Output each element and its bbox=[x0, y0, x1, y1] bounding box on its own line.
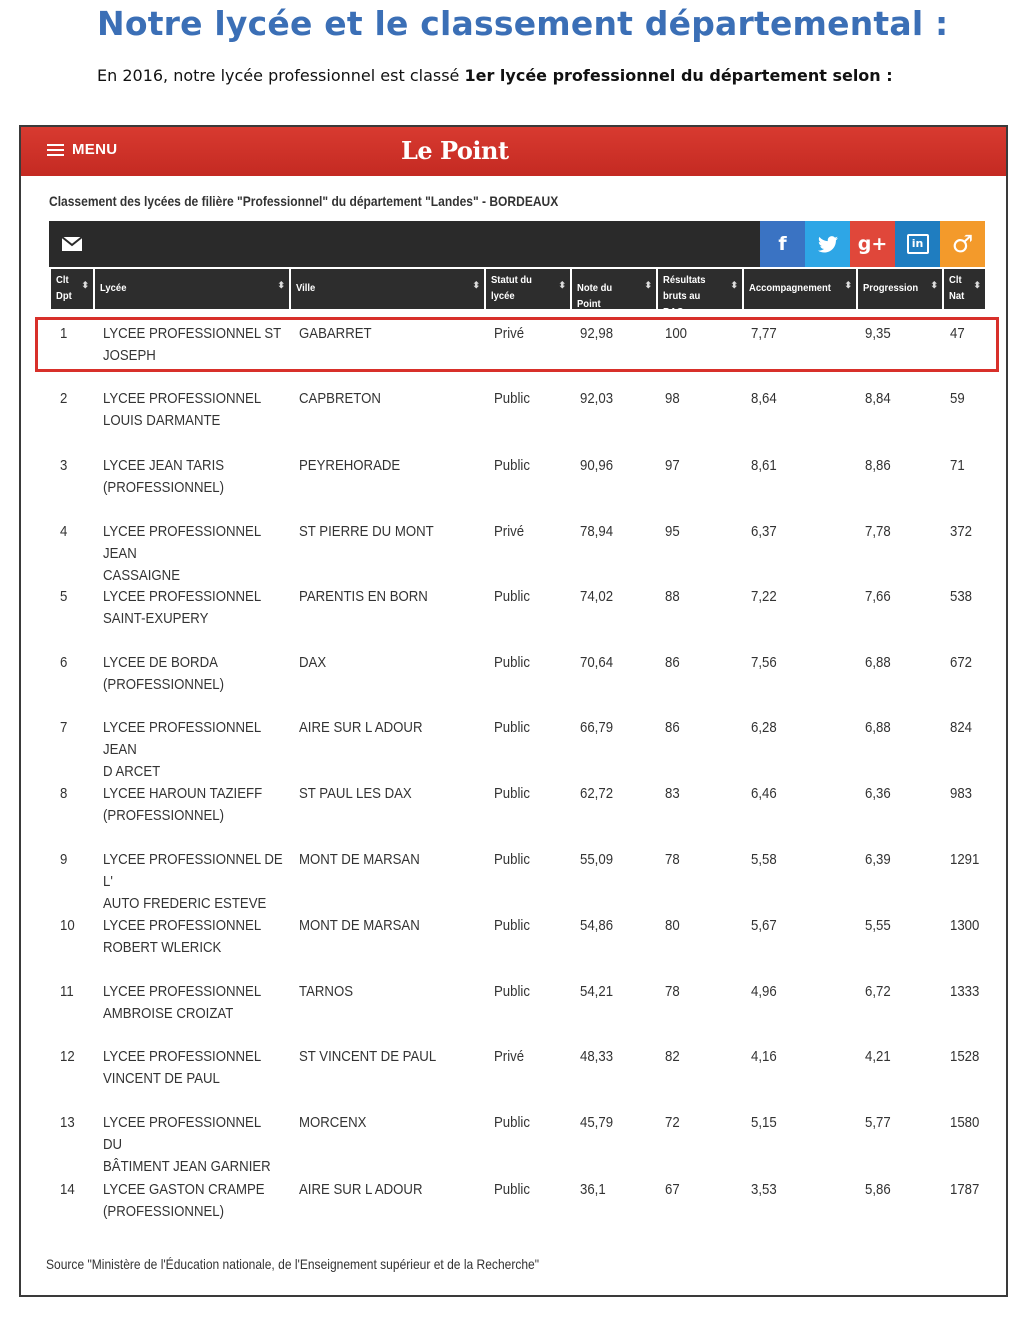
accompagnement-cell: 4,96 bbox=[751, 983, 777, 1000]
table-row[interactable] bbox=[51, 717, 985, 780]
facebook-icon: f bbox=[778, 233, 787, 255]
table-row[interactable] bbox=[51, 521, 985, 584]
ville-cell: MONT DE MARSAN bbox=[299, 851, 420, 868]
sort-icon: ⬍ bbox=[730, 280, 738, 290]
accompagnement-cell: 6,46 bbox=[751, 785, 777, 802]
statut-cell: Public bbox=[494, 719, 530, 736]
accompagnement-cell: 3,53 bbox=[751, 1181, 777, 1198]
clt-nat-cell: 1333 bbox=[950, 983, 980, 1000]
lycee-name-line1: LYCEE PROFESSIONNEL JEAN bbox=[103, 523, 261, 562]
lycee-name-line2: (PROFESSIONNEL) bbox=[103, 807, 225, 824]
progression-cell: 5,86 bbox=[865, 1181, 891, 1198]
progression-cell: 8,86 bbox=[865, 457, 891, 474]
lycee-name-line2: BÂTIMENT JEAN GARNIER bbox=[103, 1158, 271, 1175]
statut-cell: Public bbox=[494, 785, 530, 802]
lycee-name-line1: LYCEE PROFESSIONNEL bbox=[103, 917, 262, 934]
table-header bbox=[51, 269, 985, 318]
lycee-cell bbox=[103, 1046, 283, 1090]
clt-nat-cell: 372 bbox=[950, 523, 973, 540]
statut-cell: Public bbox=[494, 1181, 530, 1198]
lycee-name-line2: VINCENT DE PAUL bbox=[103, 1070, 220, 1087]
statut-cell: Privé bbox=[494, 325, 525, 342]
linkedin-icon: in bbox=[907, 234, 929, 254]
lycee-cell bbox=[103, 1179, 283, 1223]
progression-cell: 5,77 bbox=[865, 1114, 891, 1131]
table-row[interactable] bbox=[51, 586, 985, 646]
rank-cell: 14 bbox=[60, 1181, 75, 1198]
rank-cell: 12 bbox=[60, 1048, 75, 1065]
accompagnement-cell: 6,37 bbox=[751, 523, 777, 540]
bac-cell: 78 bbox=[665, 983, 680, 1000]
lycee-name-line2: AUTO FREDERIC ESTEVE bbox=[103, 895, 267, 912]
lycee-name-line1: LYCEE PROFESSIONNEL ST bbox=[103, 325, 282, 342]
progression-cell: 6,88 bbox=[865, 719, 891, 736]
progression-cell: 6,88 bbox=[865, 654, 891, 671]
share-bar bbox=[49, 221, 985, 267]
intro-bold: 1er lycée professionnel du département selon : bbox=[464, 66, 893, 85]
rank-cell: 3 bbox=[60, 457, 68, 474]
lycee-name-line1: LYCEE GASTON CRAMPE bbox=[103, 1181, 265, 1198]
clt-nat-cell: 1787 bbox=[950, 1181, 980, 1198]
lycee-cell bbox=[103, 717, 283, 783]
table-row[interactable] bbox=[51, 783, 985, 843]
statut-cell: Privé bbox=[494, 523, 525, 540]
accompagnement-cell: 7,22 bbox=[751, 588, 777, 605]
google-plus-share-button[interactable] bbox=[850, 221, 895, 267]
note-cell: 92,03 bbox=[580, 390, 614, 407]
col-header-clt-nat[interactable]: Clt Nat ⬍ bbox=[944, 269, 985, 309]
clt-nat-cell: 1528 bbox=[950, 1048, 980, 1065]
rank-cell: 2 bbox=[60, 390, 68, 407]
accompagnement-cell: 5,67 bbox=[751, 917, 777, 934]
lycee-name-line2: AMBROISE CROIZAT bbox=[103, 1005, 234, 1022]
statut-cell: Public bbox=[494, 457, 530, 474]
table-row[interactable] bbox=[51, 849, 985, 912]
statut-cell: Public bbox=[494, 588, 530, 605]
ville-cell: MORCENX bbox=[299, 1114, 367, 1131]
source-note: Source "Ministère de l'Éducation nationale, de l'Enseignement supérieur et de la Recherche" bbox=[46, 1256, 540, 1272]
note-cell: 55,09 bbox=[580, 851, 614, 868]
lycee-name-line1: LYCEE PROFESSIONNEL DE L' bbox=[103, 851, 283, 890]
bac-cell: 80 bbox=[665, 917, 680, 934]
accompagnement-cell: 5,15 bbox=[751, 1114, 777, 1131]
note-cell: 92,98 bbox=[580, 325, 614, 342]
share-buttons bbox=[760, 221, 985, 267]
statut-cell: Privé bbox=[494, 1048, 525, 1065]
note-cell: 90,96 bbox=[580, 457, 614, 474]
progression-cell: 9,35 bbox=[865, 325, 891, 342]
lycee-name-line1: LYCEE PROFESSIONNEL bbox=[103, 1048, 262, 1065]
progression-cell: 4,21 bbox=[865, 1048, 891, 1065]
lycee-name-line1: LYCEE JEAN TARIS bbox=[103, 457, 225, 474]
note-cell: 54,86 bbox=[580, 917, 614, 934]
note-cell: 54,21 bbox=[580, 983, 614, 1000]
note-cell: 66,79 bbox=[580, 719, 614, 736]
lycee-cell bbox=[103, 323, 283, 367]
table-row[interactable] bbox=[51, 388, 985, 448]
rank-cell: 7 bbox=[60, 719, 68, 736]
rank-cell: 1 bbox=[60, 325, 68, 342]
ville-cell: ST VINCENT DE PAUL bbox=[299, 1048, 437, 1065]
sort-icon: ⬍ bbox=[973, 280, 981, 290]
lycee-name-line1: LYCEE PROFESSIONNEL DU bbox=[103, 1114, 261, 1153]
lycee-name-line2: CASSAIGNE bbox=[103, 567, 181, 584]
accompagnement-cell: 8,64 bbox=[751, 390, 777, 407]
col-header-statut[interactable]: Statut du lycée ⬍ bbox=[486, 269, 570, 309]
lycee-cell bbox=[103, 783, 283, 827]
twitter-icon bbox=[818, 236, 838, 253]
accompagnement-cell: 4,16 bbox=[751, 1048, 777, 1065]
accompagnement-cell: 6,28 bbox=[751, 719, 777, 736]
bac-cell: 78 bbox=[665, 851, 680, 868]
google-plus-icon: g+ bbox=[857, 233, 888, 255]
clt-nat-cell: 1291 bbox=[950, 851, 980, 868]
lycee-name-line2: LOUIS DARMANTE bbox=[103, 412, 221, 429]
bac-cell: 100 bbox=[665, 325, 688, 342]
menu-label: MENU bbox=[72, 141, 118, 158]
bac-cell: 82 bbox=[665, 1048, 680, 1065]
site-header bbox=[21, 127, 1006, 176]
rank-cell: 13 bbox=[60, 1114, 75, 1131]
note-cell: 45,79 bbox=[580, 1114, 614, 1131]
note-cell: 36,1 bbox=[580, 1181, 606, 1198]
bac-cell: 97 bbox=[665, 457, 680, 474]
article-frame bbox=[19, 125, 1008, 1297]
statut-cell: Public bbox=[494, 1114, 530, 1131]
progression-cell: 7,66 bbox=[865, 588, 891, 605]
rank-cell: 6 bbox=[60, 654, 68, 671]
lycee-cell bbox=[103, 586, 283, 630]
lycee-name-line1: LYCEE PROFESSIONNEL bbox=[103, 390, 262, 407]
rank-cell: 11 bbox=[60, 983, 74, 1000]
col-header-clt-dpt[interactable]: Clt Dpt ⬍ bbox=[51, 269, 93, 309]
table-row[interactable] bbox=[51, 323, 985, 383]
sort-icon: ⬍ bbox=[644, 280, 652, 290]
sort-icon: ⬍ bbox=[844, 280, 852, 290]
rank-cell: 8 bbox=[60, 785, 68, 802]
ville-cell: AIRE SUR L ADOUR bbox=[299, 719, 423, 736]
twitter-share-button[interactable] bbox=[805, 221, 850, 267]
lycee-cell bbox=[103, 652, 283, 696]
sort-icon: ⬍ bbox=[472, 280, 480, 290]
table-row[interactable] bbox=[51, 455, 985, 515]
lycee-cell bbox=[103, 1112, 283, 1178]
bac-cell: 83 bbox=[665, 785, 680, 802]
clt-nat-cell: 672 bbox=[950, 654, 973, 671]
statut-cell: Public bbox=[494, 654, 530, 671]
clt-nat-cell: 59 bbox=[950, 390, 965, 407]
lycee-cell bbox=[103, 981, 283, 1025]
clt-nat-cell: 538 bbox=[950, 588, 973, 605]
progression-cell: 8,84 bbox=[865, 390, 891, 407]
accompagnement-cell: 8,61 bbox=[751, 457, 777, 474]
clt-nat-cell: 824 bbox=[950, 719, 973, 736]
other-share-button[interactable] bbox=[940, 221, 985, 267]
lycee-name-line2: JOSEPH bbox=[103, 347, 156, 364]
note-cell: 74,02 bbox=[580, 588, 614, 605]
bac-cell: 67 bbox=[665, 1181, 680, 1198]
statut-cell: Public bbox=[494, 390, 530, 407]
table-row[interactable] bbox=[51, 1112, 985, 1175]
lycee-cell bbox=[103, 915, 283, 959]
bac-cell: 72 bbox=[665, 1114, 680, 1131]
lycee-name-line1: LYCEE PROFESSIONNEL bbox=[103, 983, 262, 1000]
lycee-name-line1: LYCEE PROFESSIONNEL JEAN bbox=[103, 719, 261, 758]
table-row[interactable] bbox=[51, 1179, 985, 1239]
sort-icon: ⬍ bbox=[81, 280, 89, 290]
clt-nat-cell: 1300 bbox=[950, 917, 980, 934]
table-row[interactable] bbox=[51, 981, 985, 1041]
table-row[interactable] bbox=[51, 1046, 985, 1106]
sort-icon: ⬍ bbox=[930, 280, 938, 290]
table-row[interactable] bbox=[51, 915, 985, 975]
ville-cell: DAX bbox=[299, 654, 327, 671]
ville-cell: AIRE SUR L ADOUR bbox=[299, 1181, 423, 1198]
progression-cell: 5,55 bbox=[865, 917, 891, 934]
ville-cell: TARNOS bbox=[299, 983, 354, 1000]
col-header-note[interactable]: Note du Point ⬍ bbox=[572, 269, 656, 309]
rank-cell: 4 bbox=[60, 523, 68, 540]
intro-prefix: En 2016, notre lycée professionnel est classé bbox=[97, 66, 465, 85]
col-header-resultats[interactable]: Résultats bruts au BAC ⬍ bbox=[658, 269, 742, 309]
site-logo[interactable]: Le Point bbox=[401, 136, 509, 165]
mail-icon[interactable] bbox=[61, 234, 83, 254]
hamburger-icon bbox=[47, 143, 64, 157]
bac-cell: 86 bbox=[665, 654, 680, 671]
clt-nat-cell: 71 bbox=[950, 457, 965, 474]
bac-cell: 95 bbox=[665, 523, 680, 540]
note-cell: 48,33 bbox=[580, 1048, 614, 1065]
ranking-subtitle: Classement des lycées de filière "Professionnel" du département "Landes" - BORDEAUX bbox=[49, 193, 559, 209]
sort-icon: ⬍ bbox=[277, 280, 285, 290]
statut-cell: Public bbox=[494, 917, 530, 934]
bac-cell: 86 bbox=[665, 719, 680, 736]
page-title: Notre lycée et le classement départemental : bbox=[97, 4, 949, 43]
ville-cell: PEYREHORADE bbox=[299, 457, 401, 474]
clt-nat-cell: 1580 bbox=[950, 1114, 980, 1131]
clt-nat-cell: 983 bbox=[950, 785, 973, 802]
col-header-accompagnement[interactable]: Accompagnement ⬍ bbox=[744, 269, 856, 309]
sort-icon: ⬍ bbox=[558, 280, 566, 290]
facebook-share-button[interactable] bbox=[760, 221, 805, 267]
ville-cell: PARENTIS EN BORN bbox=[299, 588, 428, 605]
col-header-ville[interactable]: Ville ⬍ bbox=[291, 269, 484, 309]
bac-cell: 88 bbox=[665, 588, 680, 605]
lycee-name-line2: D ARCET bbox=[103, 763, 161, 780]
ville-cell: GABARRET bbox=[299, 325, 372, 342]
col-header-lycee[interactable]: Lycée ⬍ bbox=[95, 269, 289, 309]
statut-cell: Public bbox=[494, 983, 530, 1000]
male-symbol-icon: ♂ bbox=[951, 230, 974, 258]
lycee-cell bbox=[103, 849, 283, 915]
statut-cell: Public bbox=[494, 851, 530, 868]
lycee-name-line2: (PROFESSIONNEL) bbox=[103, 676, 225, 693]
lycee-cell bbox=[103, 521, 283, 587]
progression-cell: 7,78 bbox=[865, 523, 891, 540]
col-header-progression[interactable]: Progression ⬍ bbox=[858, 269, 942, 309]
ville-cell: ST PAUL LES DAX bbox=[299, 785, 412, 802]
ville-cell: CAPBRETON bbox=[299, 390, 381, 407]
lycee-name-line1: LYCEE HAROUN TAZIEFF bbox=[103, 785, 263, 802]
accompagnement-cell: 5,58 bbox=[751, 851, 777, 868]
ville-cell: ST PIERRE DU MONT bbox=[299, 523, 434, 540]
lycee-name-line2: (PROFESSIONNEL) bbox=[103, 1203, 225, 1220]
progression-cell: 6,36 bbox=[865, 785, 891, 802]
intro-text bbox=[97, 66, 893, 85]
accompagnement-cell: 7,56 bbox=[751, 654, 777, 671]
lycee-name-line2: SAINT-EXUPERY bbox=[103, 610, 209, 627]
progression-cell: 6,72 bbox=[865, 983, 891, 1000]
table-row[interactable] bbox=[51, 652, 985, 712]
lycee-cell bbox=[103, 455, 283, 499]
clt-nat-cell: 47 bbox=[950, 325, 965, 342]
note-cell: 62,72 bbox=[580, 785, 614, 802]
lycee-name-line1: LYCEE PROFESSIONNEL bbox=[103, 588, 262, 605]
progression-cell: 6,39 bbox=[865, 851, 891, 868]
note-cell: 70,64 bbox=[580, 654, 614, 671]
lycee-name-line2: (PROFESSIONNEL) bbox=[103, 479, 225, 496]
rank-cell: 9 bbox=[60, 851, 68, 868]
menu-button[interactable] bbox=[47, 141, 117, 158]
accompagnement-cell: 7,77 bbox=[751, 325, 777, 342]
lycee-name-line1: LYCEE DE BORDA bbox=[103, 654, 218, 671]
rank-cell: 10 bbox=[60, 917, 75, 934]
rank-cell: 5 bbox=[60, 588, 68, 605]
linkedin-share-button[interactable] bbox=[895, 221, 940, 267]
bac-cell: 98 bbox=[665, 390, 680, 407]
lycee-name-line2: ROBERT WLERICK bbox=[103, 939, 222, 956]
ville-cell: MONT DE MARSAN bbox=[299, 917, 420, 934]
lycee-cell bbox=[103, 388, 283, 432]
note-cell: 78,94 bbox=[580, 523, 614, 540]
